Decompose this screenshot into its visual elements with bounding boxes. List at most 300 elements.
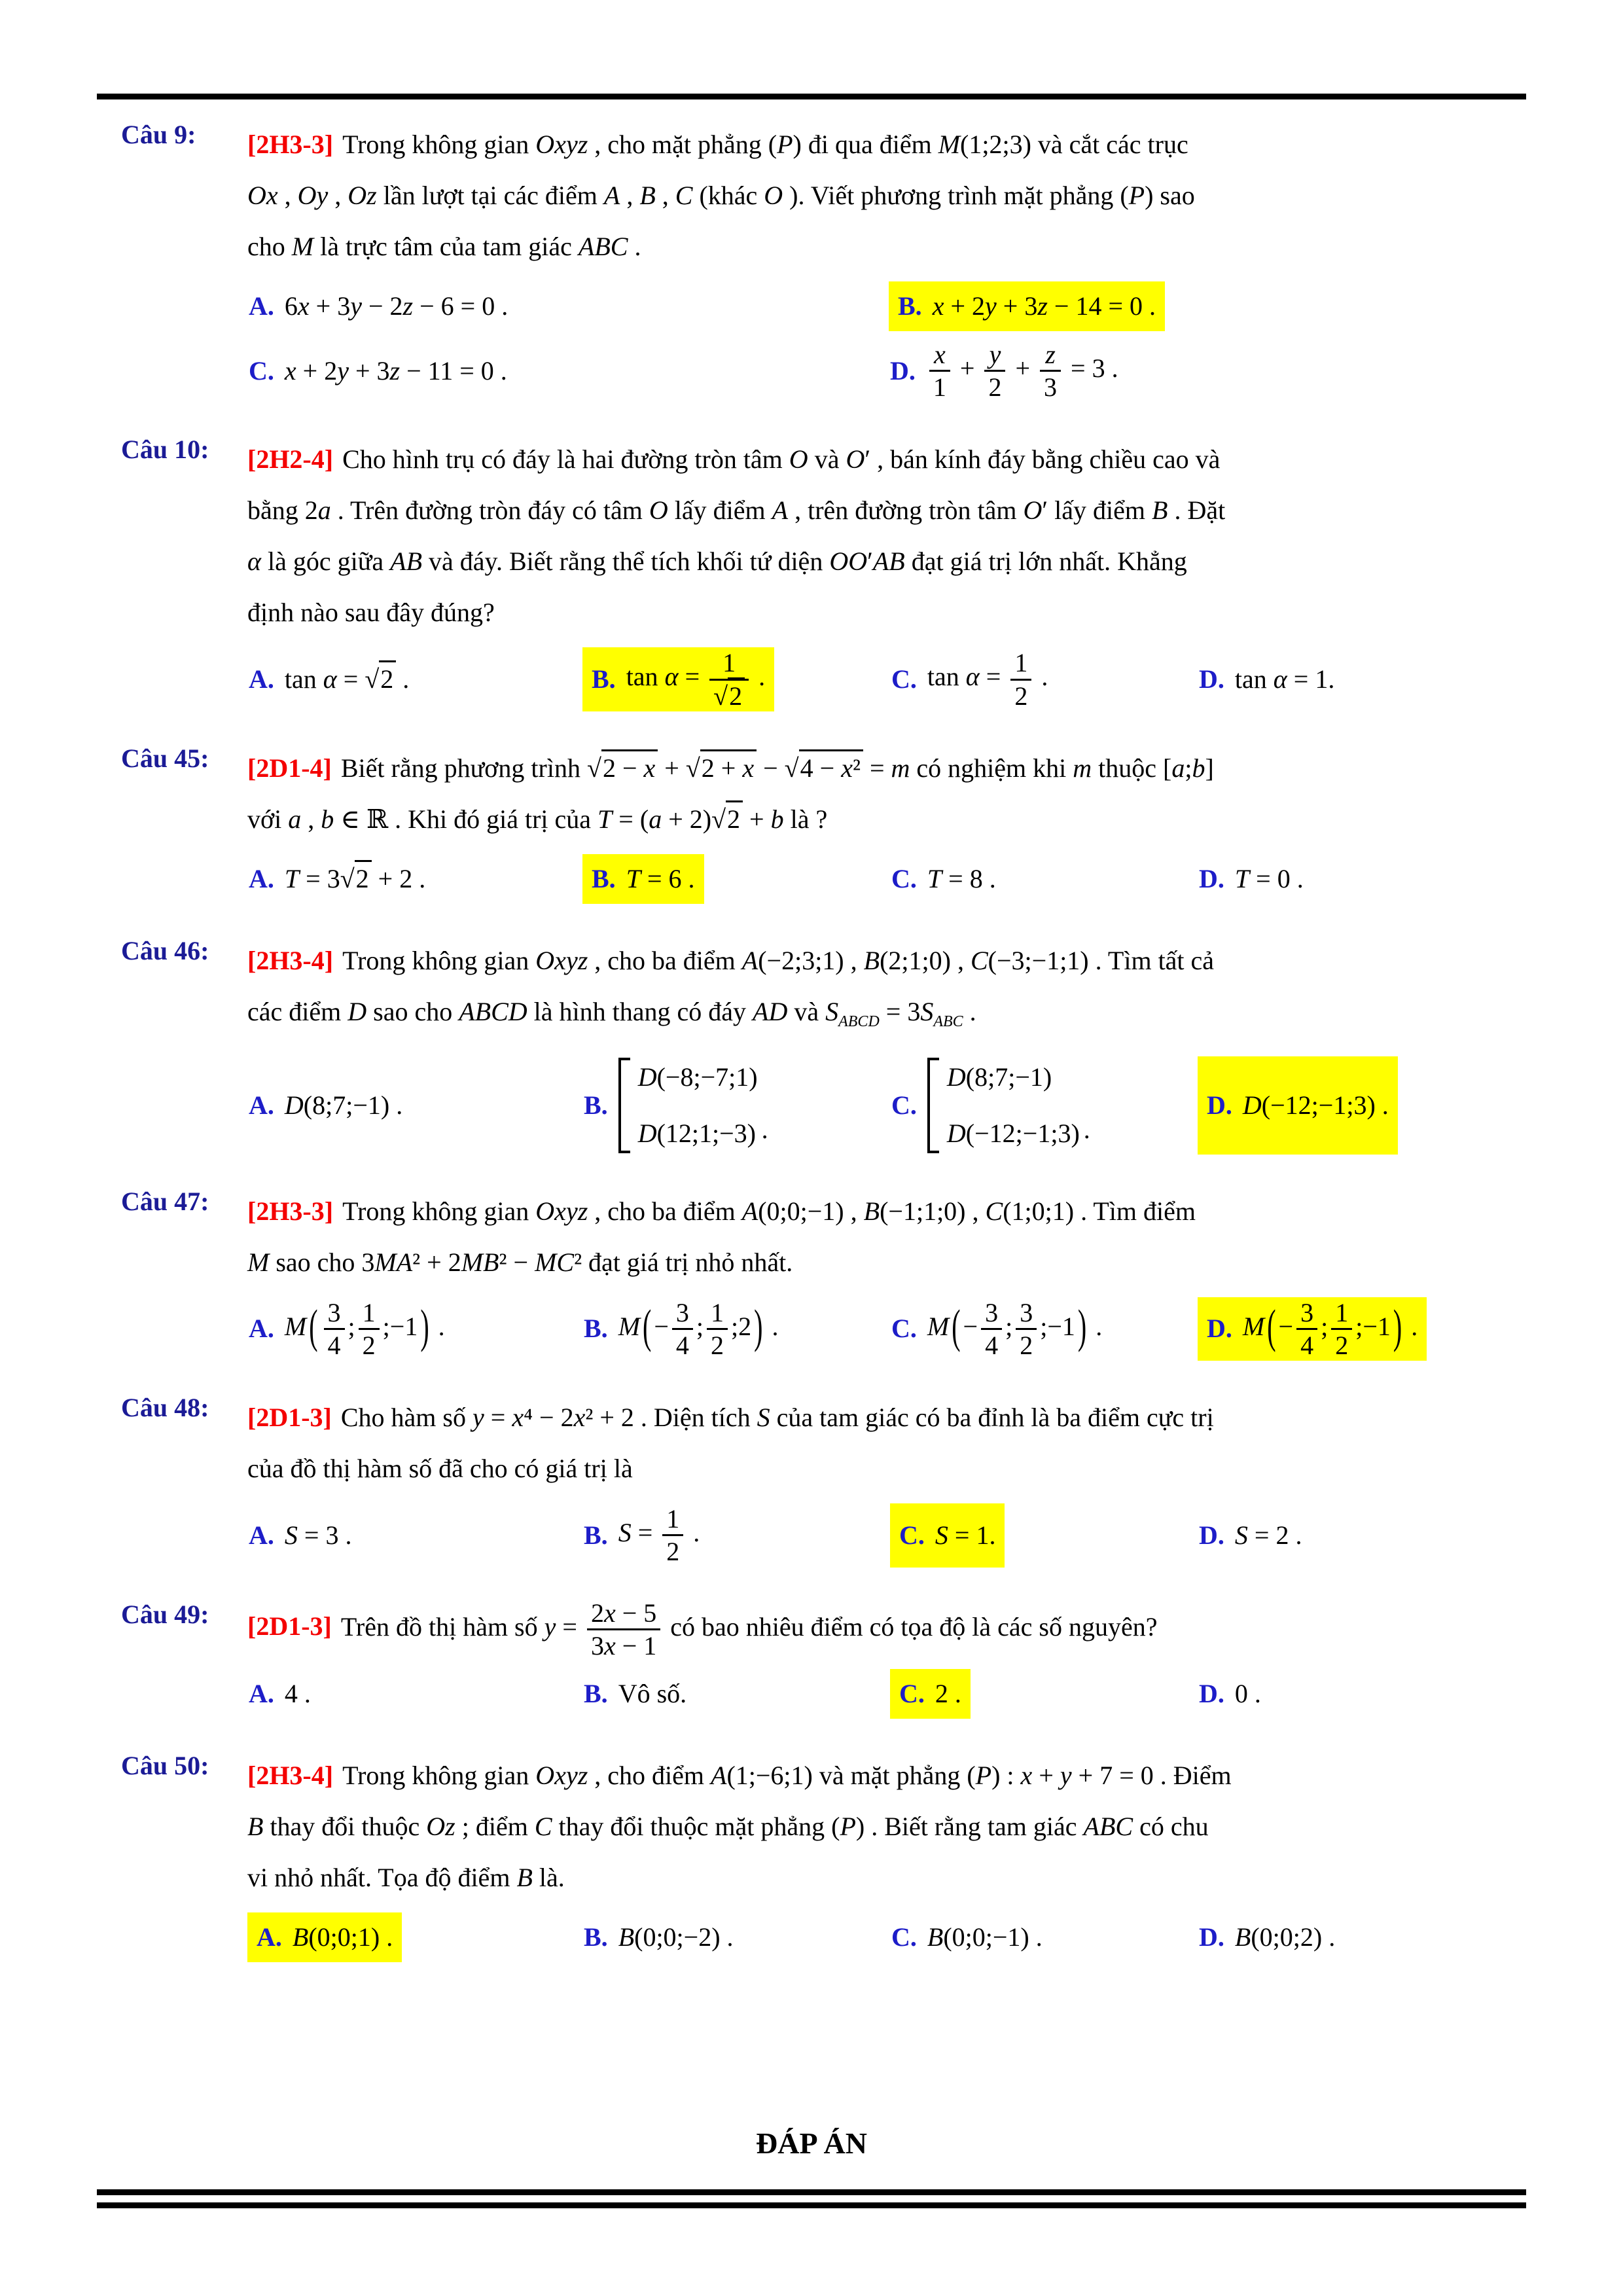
highlighted-answer [889, 281, 1165, 331]
option-letter: D. [1199, 863, 1224, 893]
math-var: Oz [426, 1811, 455, 1841]
option-text: x + 2y + 3z − 14 = 0 . [932, 291, 1156, 321]
numerator [929, 340, 950, 372]
big-paren-close: ) [1393, 1299, 1402, 1353]
math-var: Oxyz [535, 1760, 588, 1790]
question-tag: [2D1-3] [247, 1611, 332, 1641]
math-var: x [841, 753, 853, 783]
option-a [247, 1909, 582, 1966]
option-a [247, 1665, 582, 1723]
option-letter: A. [249, 291, 274, 321]
option-a [247, 1052, 582, 1158]
option-text: x + 2y + 3z − 11 = 0 . [284, 355, 507, 386]
radicand: 2 + x [700, 749, 757, 783]
option-text: D(8;7;−1) . [284, 1090, 403, 1120]
question-9 [0, 119, 1623, 406]
denominator: 2 [1335, 1330, 1349, 1360]
question-10 [0, 434, 1623, 715]
options-row [247, 1052, 1623, 1158]
math-var: A [772, 495, 789, 526]
question-body [247, 434, 1623, 715]
math-var: MA [374, 1247, 413, 1277]
math-var: T [626, 863, 641, 893]
option-d [1198, 1052, 1623, 1158]
options-row [247, 1909, 1623, 1966]
fraction [662, 1505, 683, 1566]
math-var: M [284, 1311, 307, 1341]
math-var: y [350, 291, 362, 321]
question-tag: [2H3-3] [247, 130, 334, 159]
question-text-line: vi nhỏ nhất. Tọa độ điểm B là. [247, 1862, 565, 1892]
math-var: m [891, 753, 910, 783]
option-a [247, 850, 582, 908]
math-var: a [649, 804, 662, 834]
option-letter: A. [257, 1922, 282, 1952]
radical: √2 − x [587, 749, 658, 783]
numerator: 1 [662, 1505, 683, 1536]
math-var: O [764, 181, 783, 210]
numerator: 1 [707, 1299, 728, 1330]
math-var: B [516, 1862, 533, 1892]
option-letter: B. [584, 1090, 608, 1120]
option-c [247, 335, 889, 406]
option-c [890, 643, 1198, 715]
fraction [984, 340, 1005, 401]
option-text: Vô số. [618, 1678, 687, 1708]
options-row [247, 1499, 1623, 1571]
option-d [1198, 1909, 1623, 1966]
system-line: D(−8;−7;1) [637, 1062, 758, 1092]
question-text-line: [2D1-4] Biết rằng phương trình √2 − x + √2 + x − √4 − x² = m có nghiệm khi m thuộc [a;b] [247, 743, 1623, 794]
highlighted-answer [582, 854, 704, 904]
option-letter: C. [891, 664, 917, 694]
option-content [890, 1056, 1098, 1155]
numerator: 1 [1331, 1299, 1352, 1330]
option-text: M ( $\frac{3}{4}$ ; $\frac{1}{2}$ ;−1 ) . [285, 1299, 445, 1359]
math-var: x [603, 1598, 616, 1628]
denominator: 1 [933, 372, 946, 403]
question-text-line: với a , b ∈ ℝ . Khi đó giá trị của T = (a + 2)√2 + b là ? [247, 794, 1623, 845]
math-var: P [840, 1811, 856, 1841]
math-var: T [597, 804, 613, 834]
option-letter: C. [891, 863, 917, 893]
question-text-line: M sao cho 3MA² + 2MB² − MC² đạt giá trị nhỏ nhất. [247, 1247, 793, 1277]
option-b [889, 278, 1623, 335]
option-letter: A. [249, 1090, 274, 1120]
question-number-label: Câu 50: [121, 1750, 209, 1780]
question-number-label: Câu 47: [121, 1186, 209, 1216]
math-var: D [637, 1118, 657, 1148]
option-letter: C. [891, 1314, 917, 1344]
option-content [890, 1912, 1050, 1962]
math-var: O [846, 444, 865, 475]
math-var: x [742, 753, 755, 783]
option-content [890, 1297, 1110, 1361]
option-b [582, 1052, 890, 1158]
denominator [709, 681, 749, 710]
math-var: y [1060, 1760, 1072, 1790]
math-var: B [639, 181, 656, 210]
option-system [618, 1058, 758, 1153]
question-number-label: Câu 45: [121, 743, 209, 773]
question-49 [0, 1599, 1623, 1723]
question-tag: [2D1-4] [247, 753, 332, 783]
math-var: ABC [1083, 1811, 1133, 1841]
math-var: z [402, 291, 414, 321]
question-number-label: Câu 49: [121, 1599, 209, 1629]
math-var: x [603, 1630, 616, 1660]
option-b [582, 1665, 890, 1723]
option-text: B(0;0;1) . [292, 1922, 393, 1952]
math-var: MC [535, 1247, 575, 1277]
question-body [247, 1186, 1623, 1365]
highlighted-answer [1198, 1297, 1427, 1361]
question-47 [0, 1186, 1623, 1365]
options-row [247, 850, 1623, 908]
fraction [1296, 1299, 1317, 1359]
math-var: ABC [933, 1013, 963, 1030]
denominator: 2 [666, 1537, 680, 1567]
option-text: tan α = $\frac{1}{2}$ . [927, 648, 1048, 711]
math-var: O [649, 495, 668, 526]
big-paren-open: ( [643, 1299, 652, 1353]
highlighted-answer [890, 1503, 1005, 1567]
option-content [890, 647, 1056, 711]
math-var: b [1192, 753, 1205, 783]
math-var: ABCD [459, 996, 527, 1026]
fraction [1016, 1299, 1037, 1359]
option-content [582, 1056, 776, 1155]
options-row [247, 643, 1623, 715]
question-text-line: [2H3-3] Trong không gian Oxyz , cho mặt phẳng (P) đi qua điểm M(1;2;3) và cắt các trục [247, 130, 1188, 159]
math-var: S [920, 996, 934, 1026]
question-number-label: Câu 10: [121, 435, 209, 465]
question-tag: [2D1-3] [247, 1403, 332, 1433]
math-var: x [643, 753, 656, 783]
math-var: S [1234, 1520, 1248, 1550]
option-text: S = 2 . [1234, 1520, 1302, 1550]
math-var: a [1171, 753, 1185, 783]
math-var: AD [753, 996, 788, 1026]
math-var: α [965, 662, 980, 692]
option-letter: C. [249, 355, 274, 386]
system-line: D(12;1;−3) [637, 1118, 757, 1148]
option-text: T = 0 . [1234, 863, 1304, 893]
option-letter: B. [592, 664, 616, 694]
math-var: D [946, 1062, 966, 1092]
option-content [247, 281, 516, 331]
math-var: T [1234, 863, 1250, 893]
option-content [247, 1669, 319, 1719]
option-text: 4 . [284, 1678, 311, 1708]
math-var: S [825, 996, 839, 1026]
denominator: 4 [1300, 1330, 1314, 1360]
option-system [927, 1058, 1080, 1153]
option-text: B(0;0;2) . [1234, 1922, 1336, 1952]
math-var: x [932, 291, 944, 321]
math-var: M [927, 1311, 950, 1341]
option-letter: D. [1199, 1922, 1224, 1952]
math-var: Oxyz [535, 1196, 588, 1226]
math-var: Oz [348, 181, 377, 210]
question-tag: [2H2-4] [247, 444, 334, 475]
option-letter: B. [584, 1922, 608, 1952]
math-var: P [975, 1760, 992, 1790]
math-var: z [389, 355, 401, 386]
math-var: m [1073, 753, 1092, 783]
fraction [1040, 340, 1061, 401]
option-b [582, 1909, 890, 1966]
question-text-line: α là góc giữa AB và đáy. Biết rằng thể tích khối tứ diện OO′AB đạt giá trị lớn nhất. Khẳng [247, 547, 1187, 577]
option-suffix: . [761, 1114, 768, 1144]
math-var: D [946, 1118, 966, 1148]
math-var: O [789, 444, 808, 475]
math-var: B [863, 945, 880, 975]
question-text-line: [2H3-3] Trong không gian Oxyz , cho ba điểm A(0;0;−1) , B(−1;1;0) , C(1;0;1) . Tìm điểm [247, 1196, 1196, 1226]
math-var: Oxyz [535, 130, 588, 159]
option-letter: A. [249, 664, 274, 694]
question-text-line: [2H3-4] Trong không gian Oxyz , cho ba điểm A(−2;3;1) , B(2;1;0) , C(−3;−1;1) . Tìm tất cả [247, 945, 1215, 975]
option-content [247, 339, 515, 403]
fraction [929, 340, 950, 401]
option-d [1198, 1293, 1623, 1365]
subscript [838, 1013, 880, 1030]
radical: √2 + x [686, 749, 757, 783]
option-letter: C. [891, 1090, 917, 1120]
radical: √2 [711, 800, 743, 834]
option-content [582, 1503, 707, 1567]
option-d [1198, 643, 1623, 715]
numerator [1040, 340, 1061, 372]
option-d [1198, 850, 1623, 908]
option-c [890, 1293, 1198, 1365]
math-var: Ox [247, 181, 278, 210]
option-content [247, 1503, 359, 1567]
option-a [247, 1293, 582, 1365]
highlighted-answer [582, 647, 774, 711]
system-lines [638, 1058, 758, 1153]
math-var: z [1037, 291, 1048, 321]
denominator: 2 [362, 1330, 376, 1360]
fraction [981, 1299, 1002, 1359]
radicand: 2 [726, 800, 743, 834]
math-var: M [1242, 1311, 1265, 1341]
math-var: x [284, 355, 296, 386]
option-b [582, 850, 890, 908]
option-c [890, 1665, 1198, 1723]
radical: √4 − x² [785, 749, 863, 783]
math-var: T [927, 863, 942, 893]
question-list [0, 119, 1623, 1966]
option-d [1198, 1665, 1623, 1723]
option-text: tan α = √2 . [285, 656, 409, 703]
option-text: S = 1. [935, 1520, 996, 1550]
option-letter: D. [1207, 1314, 1232, 1344]
option-content [247, 647, 417, 711]
option-content [890, 854, 1004, 904]
math-var: B [1152, 495, 1168, 526]
math-var: B [247, 1811, 264, 1841]
fraction [324, 1299, 345, 1359]
option-text: tan α = 1. [1234, 664, 1335, 694]
numerator: 3 [1296, 1299, 1317, 1330]
system-line: D(8;7;−1) [946, 1062, 1052, 1092]
numerator [984, 340, 1005, 372]
option-c [890, 1052, 1198, 1158]
option-letter: D. [1199, 664, 1224, 694]
option-text: M ( − $\frac{3}{4}$ ; $\frac{3}{2}$ ;−1 ) . [927, 1299, 1102, 1359]
numerator: 3 [981, 1299, 1002, 1330]
big-paren-open: ( [309, 1299, 318, 1353]
option-text: B(0;0;−1) . [927, 1922, 1043, 1952]
math-var: y [985, 291, 997, 321]
math-var: P [1128, 181, 1145, 210]
math-var: A [741, 1196, 758, 1226]
math-var: M [938, 130, 961, 159]
question-text-line: bằng 2a . Trên đường tròn đáy có tâm O lấy điểm A , trên đường tròn tâm O′ lấy điểm B . Đặt [247, 495, 1226, 526]
option-text: T = 8 . [927, 863, 996, 893]
question-body [247, 1392, 1623, 1571]
option-letter: B. [898, 291, 922, 321]
math-var: S [618, 1518, 632, 1547]
denominator: 4 [985, 1330, 999, 1360]
option-b [582, 1499, 890, 1571]
math-var: AB [390, 547, 423, 577]
option-letter: B. [592, 863, 616, 893]
option-letter: D. [1199, 1678, 1224, 1708]
options-row [247, 1293, 1623, 1365]
question-text-line: [2H2-4] Cho hình trụ có đáy là hai đường tròn tâm O và O′ , bán kính đáy bằng chiều cao và [247, 444, 1221, 475]
option-text: T = 3√2 + 2 . [285, 855, 425, 903]
math-var: T [284, 863, 300, 893]
fraction [707, 1299, 728, 1359]
option-letter: B. [584, 1314, 608, 1344]
system-lines [947, 1058, 1080, 1153]
math-var: x [297, 291, 310, 321]
numerator: 3 [1016, 1299, 1037, 1330]
math-var: C [970, 945, 988, 975]
options-row [247, 1665, 1623, 1723]
math-var: x [573, 1403, 586, 1433]
math-var: ABCD [838, 1013, 880, 1030]
denominator: 2 [988, 372, 1002, 403]
option-letter: A. [249, 1678, 274, 1708]
question-text-line: [2D1-3] Trên đồ thị hàm số y = $\frac{2x - 5}{3x - 1}$ có bao nhiêu điểm có tọa độ là các số nguyên? [247, 1598, 1158, 1660]
math-var: α [247, 547, 261, 577]
fraction [359, 1299, 380, 1359]
math-var: A [711, 1760, 727, 1790]
radicand: 4 − x² [799, 749, 863, 783]
question-body [247, 119, 1623, 406]
option-content [582, 1297, 786, 1361]
question-text-line: [2D1-3] Cho hàm số y = x⁴ − 2x² + 2 . Diện tích S của tam giác có ba đỉnh là ba điểm cực trị [247, 1403, 1214, 1433]
option-content [889, 339, 1126, 403]
math-var: B [927, 1922, 944, 1952]
math-var: C [534, 1811, 552, 1841]
option-letter: D. [1207, 1090, 1232, 1120]
denominator: 4 [675, 1330, 689, 1360]
bottom-double-rule [97, 2189, 1526, 2208]
option-content [247, 1297, 453, 1361]
system-line: D(−12;−1;3) [946, 1118, 1080, 1148]
big-paren-close: ) [754, 1299, 763, 1353]
option-text: M ( − $\frac{3}{4}$ ; $\frac{1}{2}$ ;2 ) . [618, 1299, 779, 1359]
big-paren-open: ( [952, 1299, 961, 1353]
question-45 [0, 743, 1623, 908]
question-tag: [2H3-3] [247, 1196, 334, 1226]
option-letter: B. [584, 1678, 608, 1708]
numerator: 3 [672, 1299, 693, 1330]
question-46 [0, 935, 1623, 1158]
math-var: AB [872, 547, 905, 577]
big-paren-close: ) [1077, 1299, 1087, 1353]
radical: √2 [340, 860, 372, 893]
option-content [1198, 1503, 1310, 1567]
math-var: D [348, 996, 367, 1026]
math-var: B [1234, 1922, 1251, 1952]
math-var: B [618, 1922, 635, 1952]
math-var: α [323, 664, 337, 694]
denominator: 2 [1020, 1330, 1033, 1360]
option-c [890, 1909, 1198, 1966]
math-var: D [1242, 1090, 1262, 1120]
math-var: A [741, 945, 758, 975]
math-var: z [1045, 340, 1056, 369]
question-50 [0, 1750, 1623, 1966]
option-letter: C. [891, 1922, 917, 1952]
math-var: y [989, 340, 1001, 369]
math-var: M [291, 232, 314, 261]
math-var: OO [829, 547, 868, 577]
option-letter: B. [584, 1520, 608, 1550]
question-body [247, 935, 1623, 1158]
option-suffix: . [1083, 1114, 1090, 1144]
question-text-line: định nào sau đây đúng? [247, 598, 495, 628]
denominator: 3x − 1 [590, 1630, 657, 1660]
math-var: O [1023, 495, 1043, 526]
option-a [247, 643, 582, 715]
math-var: B [292, 1922, 309, 1952]
option-letter: C. [899, 1678, 925, 1708]
math-var: D [637, 1062, 657, 1092]
option-text: D(−12;−1;3) . [1242, 1090, 1389, 1120]
option-content [247, 854, 433, 904]
math-var: A [603, 181, 620, 210]
math-var: a [288, 804, 302, 834]
option-c [890, 1499, 1198, 1571]
math-var: x [1020, 1760, 1033, 1790]
math-var: α [664, 662, 679, 692]
option-text: 2 . [935, 1678, 961, 1708]
math-var: a [317, 495, 331, 526]
math-var: y [472, 1403, 484, 1433]
radicand: 2 − x [601, 749, 658, 783]
option-a [247, 1499, 582, 1571]
option-text: 6x + 3y − 2z − 6 = 0 . [284, 291, 508, 321]
option-content [1198, 1669, 1269, 1719]
radical: √2 [713, 677, 745, 711]
denominator: 3 [1044, 372, 1058, 403]
numerator: 1 [709, 649, 749, 680]
denominator: 4 [327, 1330, 341, 1360]
highlighted-answer [247, 1912, 402, 1962]
denominator: 2 [1014, 681, 1028, 711]
option-b [582, 1293, 890, 1365]
math-var: P [777, 130, 793, 159]
big-paren-close: ) [420, 1299, 429, 1353]
option-letter: A. [249, 1314, 274, 1344]
radicand: 2 [379, 660, 396, 694]
